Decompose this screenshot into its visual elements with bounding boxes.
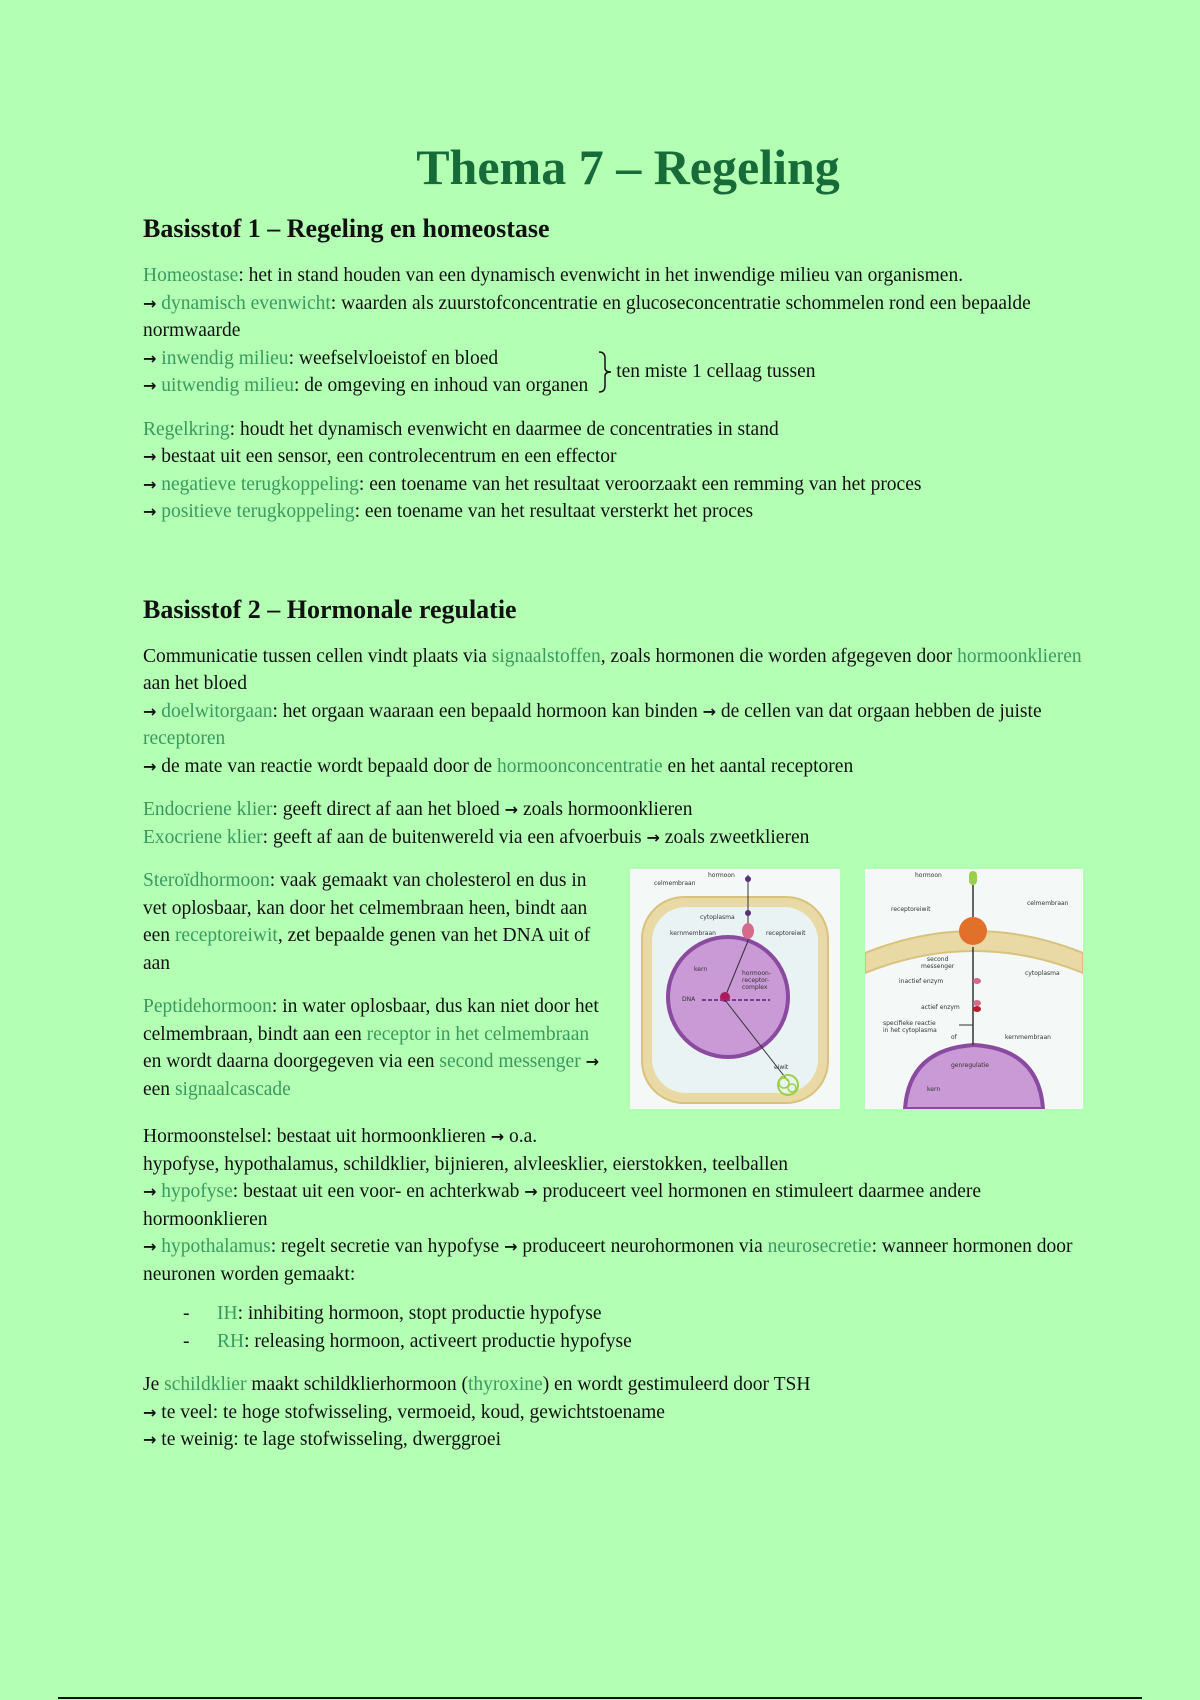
- klieren-block: [143, 796, 1083, 851]
- homeostase-block: [143, 262, 1083, 400]
- fig2-label-inactief-enzym: inactief enzym: [899, 978, 944, 986]
- arrow-icon: →: [143, 1402, 157, 1422]
- term-neurosecretie: neurosecretie: [767, 1236, 872, 1258]
- arrow-icon: →: [143, 701, 157, 721]
- term-inwendig-milieu: inwendig milieu: [161, 347, 289, 369]
- term-receptoreiwit: receptoreiwit: [174, 925, 278, 947]
- schildklier-line: Je schildklier maakt schildklierhormoon (thyroxine) en wordt gestimuleerd door TSH: [143, 1374, 811, 1396]
- fig1-label-receptoreiwit: receptoreiwit: [766, 930, 806, 938]
- term-receptor-celmembraan: receptor in het celmembraan: [366, 1023, 590, 1045]
- term-doelwitorgaan: doelwitorgaan: [161, 700, 273, 722]
- curly-brace-icon: [598, 350, 612, 394]
- exocriene-klier-line: Exocriene klier: geeft af aan de buitenwereld via een afvoerbuis → zoals zweetklieren: [143, 826, 810, 848]
- fig2-label-of: of: [951, 1034, 957, 1042]
- negatieve-terugkoppeling-line: → negatieve terugkoppeling: een toename van het resultaat veroorzaakt een remming van het proces: [143, 473, 922, 495]
- page-title: Thema 7 – Regeling: [416, 139, 840, 195]
- term-signaalstoffen: signaalstoffen: [491, 645, 601, 667]
- term-hormoonklieren: hormoonklieren: [957, 645, 1082, 667]
- fig2-label-kern: kern: [927, 1086, 941, 1094]
- term-exocriene-klier: Exocriene klier: [143, 826, 263, 848]
- arrow-icon: →: [143, 1430, 157, 1450]
- term-regelkring: Regelkring: [143, 418, 230, 440]
- fig1-label-kernmembraan: kernmembraan: [670, 930, 716, 938]
- arrow-icon: →: [504, 1237, 518, 1257]
- term-ih: IH: [217, 1303, 238, 1325]
- fig2-label-celmembraan: celmembraan: [1027, 900, 1069, 908]
- doelwitorgaan-line: → doelwitorgaan: het orgaan waaraan een bepaald hormoon kan binden → de cellen van dat orgaan hebben de juiste receptoren: [143, 700, 1042, 750]
- term-schildklier: schildklier: [164, 1374, 247, 1396]
- section1-heading: Basisstof 1 – Regeling en homeostase: [143, 214, 550, 243]
- regelkring-definition: Regelkring: houdt het dynamisch evenwicht en daarmee de concentraties in stand: [143, 418, 779, 440]
- arrow-icon: →: [143, 1182, 157, 1202]
- term-hormoonconcentratie: hormoonconcentratie: [496, 755, 663, 777]
- communicatie-block: [143, 643, 1083, 781]
- fig2-label-cytoplasma: cytoplasma: [1025, 970, 1060, 978]
- term-hypofyse: hypofyse: [161, 1181, 233, 1203]
- te-weinig-line: → te weinig: te lage stofwisseling, dwerggroei: [143, 1429, 502, 1451]
- fig2-label-genregulatie: genregulatie: [951, 1062, 989, 1070]
- homeostase-definition: Homeostase: het in stand houden van een dynamisch evenwicht in het inwendige milieu van organismen.: [143, 265, 964, 287]
- fig2-label-receptoreiwit: receptoreiwit: [891, 906, 931, 914]
- fig1-label-eiwit: eiwit: [774, 1064, 789, 1072]
- term-receptoren: receptoren: [143, 728, 226, 750]
- arrow-icon: →: [143, 1237, 157, 1257]
- fig1-label-dna: DNA: [682, 996, 696, 1004]
- hormoon-types: [143, 867, 1083, 1109]
- releasing-inhibiting-list: [183, 1300, 1083, 1355]
- term-endocriene-klier: Endocriene klier: [143, 799, 273, 821]
- arrow-icon: →: [143, 756, 157, 776]
- term-second-messenger: second messenger: [439, 1051, 581, 1073]
- te-veel-line: → te veel: te hoge stofwisseling, vermoeid, koud, gewichtstoename: [143, 1401, 665, 1423]
- term-hypothalamus: hypothalamus: [161, 1236, 271, 1258]
- list-item: - IH: inhibiting hormoon, stopt productie hypofyse: [183, 1300, 1083, 1328]
- arrow-icon: →: [143, 447, 157, 467]
- uitwendig-milieu-line: → uitwendig milieu: de omgeving en inhoud van organen: [143, 375, 589, 397]
- fig1-label-cytoplasma: cytoplasma: [700, 914, 735, 922]
- arrow-icon: →: [702, 701, 716, 721]
- arrow-icon: →: [143, 474, 157, 494]
- fig2-label-specifieke-reactie: specifieke reactie in het cytoplasma: [883, 1020, 937, 1035]
- fig2-label-hormoon: hormoon: [915, 872, 942, 880]
- inwendig-milieu-line: → inwendig milieu: weefselvloeistof en bloed: [143, 347, 499, 369]
- fig2-label-kernmembraan: kernmembraan: [1005, 1034, 1051, 1042]
- steroidhormoon-paragraph: Steroïdhormoon: vaak gemaakt van cholesterol en dus in vet oplosbaar, kan door het celmembraan heen, bindt aan een receptoreiwit, zet bepaalde genen van het DNA uit of aan: [143, 870, 591, 974]
- fig2-label-actief-enzym: actief enzym: [921, 1004, 960, 1012]
- term-rh: RH: [217, 1330, 245, 1352]
- fig1-label-complex: hormoon-receptor-complex: [742, 970, 771, 992]
- bottom-divider: [58, 1697, 1142, 1699]
- arrow-icon: →: [585, 1052, 599, 1072]
- mate-reactie-line: → de mate van reactie wordt bepaald door de hormoonconcentratie en het aantal receptoren: [143, 755, 854, 777]
- endocriene-klier-line: Endocriene klier: geeft direct af aan het bloed → zoals hormoonklieren: [143, 799, 693, 821]
- term-positieve-terugkoppeling: positieve terugkoppeling: [161, 501, 355, 523]
- milieu-group: [143, 345, 1083, 400]
- steroidhormoon-diagram: [630, 869, 840, 1109]
- term-thyroxine: thyroxine: [467, 1374, 543, 1396]
- arrow-icon: →: [143, 348, 157, 368]
- hormoonklieren-list-line: hypofyse, hypothalamus, schildklier, bijnieren, alvleesklier, eierstokken, teelballen: [143, 1153, 788, 1175]
- term-peptidehormoon: Peptidehormoon: [143, 996, 272, 1018]
- fig2-label-second-messenger: second messenger: [921, 956, 955, 971]
- term-signaalcascade: signaalcascade: [174, 1078, 291, 1100]
- peptidehormoon-paragraph: Peptidehormoon: in water oplosbaar, dus kan niet door het celmembraan, bindt aan een receptor in het celmembraan en wordt daarna doorgegeven via een second messenger → een signaalcascade: [143, 996, 599, 1100]
- brace-label: ten miste 1 cellaag tussen: [616, 361, 816, 383]
- arrow-icon: →: [524, 1182, 538, 1202]
- peptidehormoon-diagram: [865, 869, 1083, 1109]
- fig1-label-celmembraan: celmembraan: [654, 880, 696, 888]
- dynamisch-evenwicht-line: → dynamisch evenwicht: waarden als zuurstofconcentratie en glucoseconcentratie schommelen rond een bepaalde normwaarde: [143, 292, 1031, 342]
- list-item: - RH: releasing hormoon, activeert productie hypofyse: [183, 1328, 1083, 1356]
- hypothalamus-line: → hypothalamus: regelt secretie van hypofyse → produceert neurohormonen via neurosecretie: wanneer hormonen door neuronen worden gemaakt:: [143, 1236, 1073, 1285]
- term-homeostase: Homeostase: [143, 265, 239, 287]
- fig1-label-hormoon: hormoon: [708, 872, 735, 880]
- term-dynamisch-evenwicht: dynamisch evenwicht: [161, 292, 331, 314]
- regelkring-bestaat-line: → bestaat uit een sensor, een controlecentrum en een effector: [143, 446, 617, 468]
- term-negatieve-terugkoppeling: negatieve terugkoppeling: [161, 473, 359, 495]
- arrow-icon: →: [143, 293, 157, 313]
- section2-heading: Basisstof 2 – Hormonale regulatie: [143, 594, 517, 624]
- hormoonstelsel-block: [143, 1123, 1083, 1355]
- arrow-icon: →: [143, 376, 157, 396]
- arrow-icon: →: [143, 502, 157, 522]
- term-uitwendig-milieu: uitwendig milieu: [161, 375, 294, 397]
- term-steroidhormoon: Steroïdhormoon: [143, 870, 270, 892]
- communicatie-line: Communicatie tussen cellen vindt plaats via signaalstoffen, zoals hormonen die worden afgegeven door hormoonklieren aan het bloed: [143, 645, 1082, 695]
- arrow-icon: →: [646, 827, 660, 847]
- arrow-icon: →: [490, 1127, 505, 1147]
- hormoonstelsel-line: Hormoonstelsel: bestaat uit hormoonklieren → o.a.: [143, 1126, 538, 1148]
- document-page: [143, 140, 1083, 1454]
- fig1-label-kern: kern: [694, 966, 708, 974]
- positieve-terugkoppeling-line: → positieve terugkoppeling: een toename van het resultaat versterkt het proces: [143, 501, 754, 523]
- regelkring-block: [143, 416, 1083, 526]
- hypofyse-line: → hypofyse: bestaat uit een voor- en achterkwab → produceert veel hormonen en stimuleert daarmee andere hormoonklieren: [143, 1181, 982, 1230]
- schildklier-block: [143, 1371, 1083, 1454]
- arrow-icon: →: [504, 800, 519, 820]
